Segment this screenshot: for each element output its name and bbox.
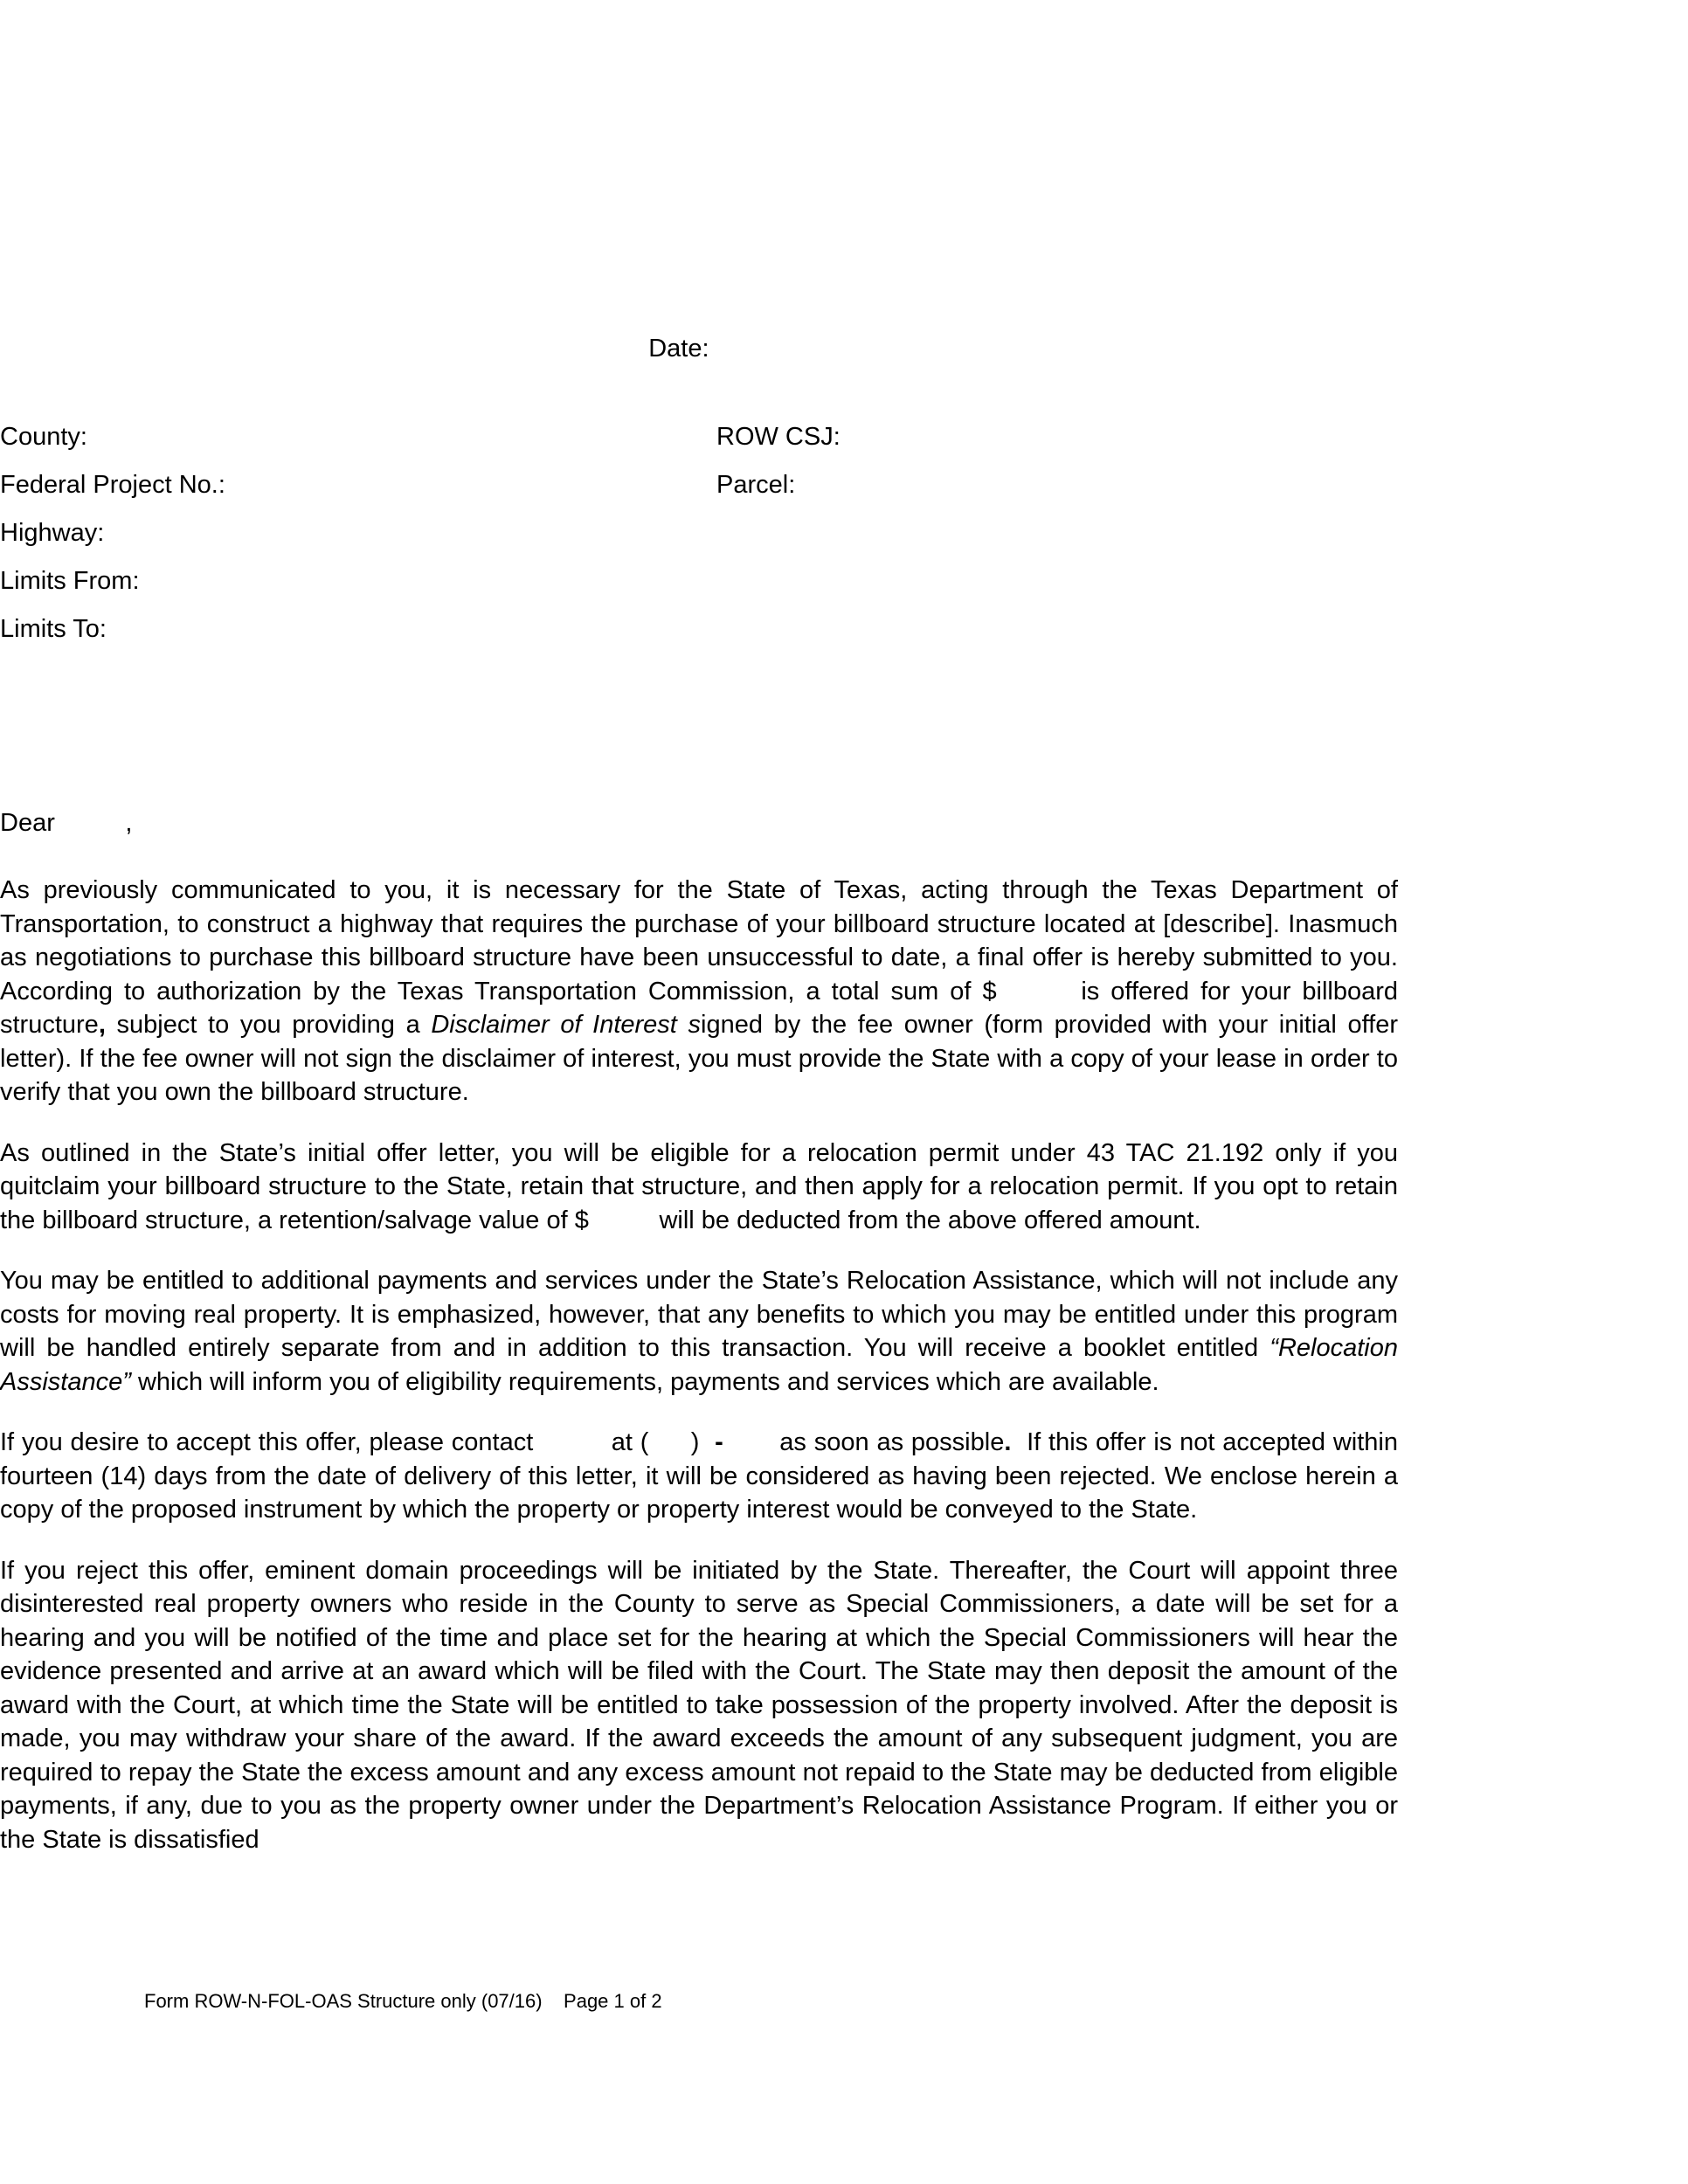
p2-salvage-value-blank	[589, 1204, 660, 1238]
p2-part2: will be deducted from the above offered amount.	[659, 1206, 1201, 1234]
limits-from-label: Limits From:	[0, 567, 140, 595]
p1-disclaimer-of-interest-title: Disclaimer of Interest s	[431, 1011, 701, 1039]
p3-relocation-assistance-title: “Relocation Assistance”	[0, 1334, 1404, 1396]
paragraph-relocation-assistance	[0, 1264, 1406, 1399]
p1-part2: is offered for your billboard structure	[0, 977, 1406, 1039]
p1-part4: igned by the fee owner (form provided with your initial offer letter). If the fee owner will not sign the disclaimer of interest, you must provide the State with a copy of your lease in order to verify that you own the billboard structure.	[0, 1011, 1406, 1106]
p4-part1: If you desire to accept this offer, please contact	[0, 1428, 542, 1456]
date-label: Date:	[648, 335, 709, 363]
p4-contact-name-blank	[541, 1426, 612, 1460]
field-row-highway	[0, 509, 1398, 557]
p4-part5: If this offer is not accepted within fourteen (14) days from the date of delivery of this letter, it will be considered as having been rejected. We enclose herein a copy of the proposed instrument by which the property or property interest would be conveyed to the State.	[0, 1428, 1406, 1524]
p3-part2: which will inform you of eligibility requirements, payments and services which are available.	[130, 1367, 1159, 1396]
footer-spacer	[543, 1990, 564, 2012]
paragraph-offer-amount	[0, 874, 1406, 1109]
p1-part1: As previously communicated to you, it is necessary for the State of Texas, acting through the Texas Department of Transportation, to construct a highway that requires the purchase of your billboard structure located at [describe]. Inasmuch as negotiations to purchase this billboard structure have been unsuccessful to date, a final offer is hereby submitted to you. According to authorization by the Texas Transportation Commission, a total sum of $	[0, 876, 1406, 1006]
limits-to-label: Limits To:	[0, 615, 107, 643]
date-line	[620, 306, 709, 393]
p4-part2: at (	[611, 1428, 649, 1456]
field-row-county	[0, 413, 1398, 461]
p1-part3: subject to you providing a	[105, 1011, 432, 1039]
footer-page-number: Page 1 of 2	[564, 1990, 662, 2012]
paragraph-eminent-domain: If you reject this offer, eminent domain proceedings will be initiated by the State. Thereafter, the Court will appoint three disinterested real property owners who reside in the County to serve as Special Commissioners, a date will be set for a hearing and you will be notified of the time and place set for the hearing at which the Special Commissioners will hear the evidence presented and arrive at an award which will be filed with the Court. The State may then deposit the amount of the award with the Court, at which time the State will be entitled to take possession of the property involved. After the deposit is made, you may withdraw your share of the award. If the award exceeds the amount of any subsequent judgment, you are required to repay the State the excess amount and any excess amount not repaid to the State may be deducted from eligible payments, if any, due to you as the property owner under the Department’s Relocation Assistance Program. If either you or the State is dissatisfied	[0, 1556, 1406, 1854]
parcel-label: Parcel:	[716, 471, 796, 499]
header-field-block	[0, 413, 1398, 653]
paragraph-relocation-permit	[0, 1137, 1406, 1238]
p3-part1: You may be entitled to additional payments and services under the State’s Relocation Assistance, which will not include any costs for moving real property. It is emphasized, however, that any benefits to which you may be entitled under this program will be handled entirely separate from and in addition to this transaction. You will receive a booklet entitled	[0, 1267, 1406, 1362]
field-row-limits-to	[0, 605, 1398, 653]
footer-form-id: Form ROW-N-FOL-OAS Structure only (07/16)	[144, 1990, 543, 2012]
field-row-limits-from	[0, 557, 1398, 605]
p4-part3: )	[690, 1428, 716, 1456]
p4-part4: as soon as possible	[779, 1428, 1005, 1456]
p4-phone-dash: -	[715, 1428, 723, 1456]
field-row-federal-project	[0, 461, 1398, 509]
row-csj-label: ROW CSJ:	[716, 423, 841, 451]
page-footer	[144, 1990, 662, 2013]
p1-bold-comma: ,	[98, 1011, 106, 1039]
letter-body	[0, 874, 1406, 1856]
highway-label: Highway:	[0, 519, 105, 547]
p2-part1: As outlined in the State’s initial offer letter, you will be eligible for a relocation permit under 43 TAC 21.192 only if you quitclaim your billboard structure to the State, retain that structure, and then apply for a relocation permit. If you opt to retain the billboard structure, a retention/salvage value of $	[0, 1138, 1406, 1234]
salutation-line: Dear ,	[0, 809, 133, 837]
p1-offer-amount-blank	[997, 975, 1082, 1009]
paragraph-accept-offer-contact	[0, 1426, 1406, 1527]
p4-area-code-blank	[648, 1426, 690, 1460]
county-label: County:	[0, 423, 87, 451]
p4-bold-period: .	[1004, 1428, 1012, 1456]
p4-phone-number-blank	[723, 1426, 779, 1460]
federal-project-no-label: Federal Project No.:	[0, 471, 225, 499]
